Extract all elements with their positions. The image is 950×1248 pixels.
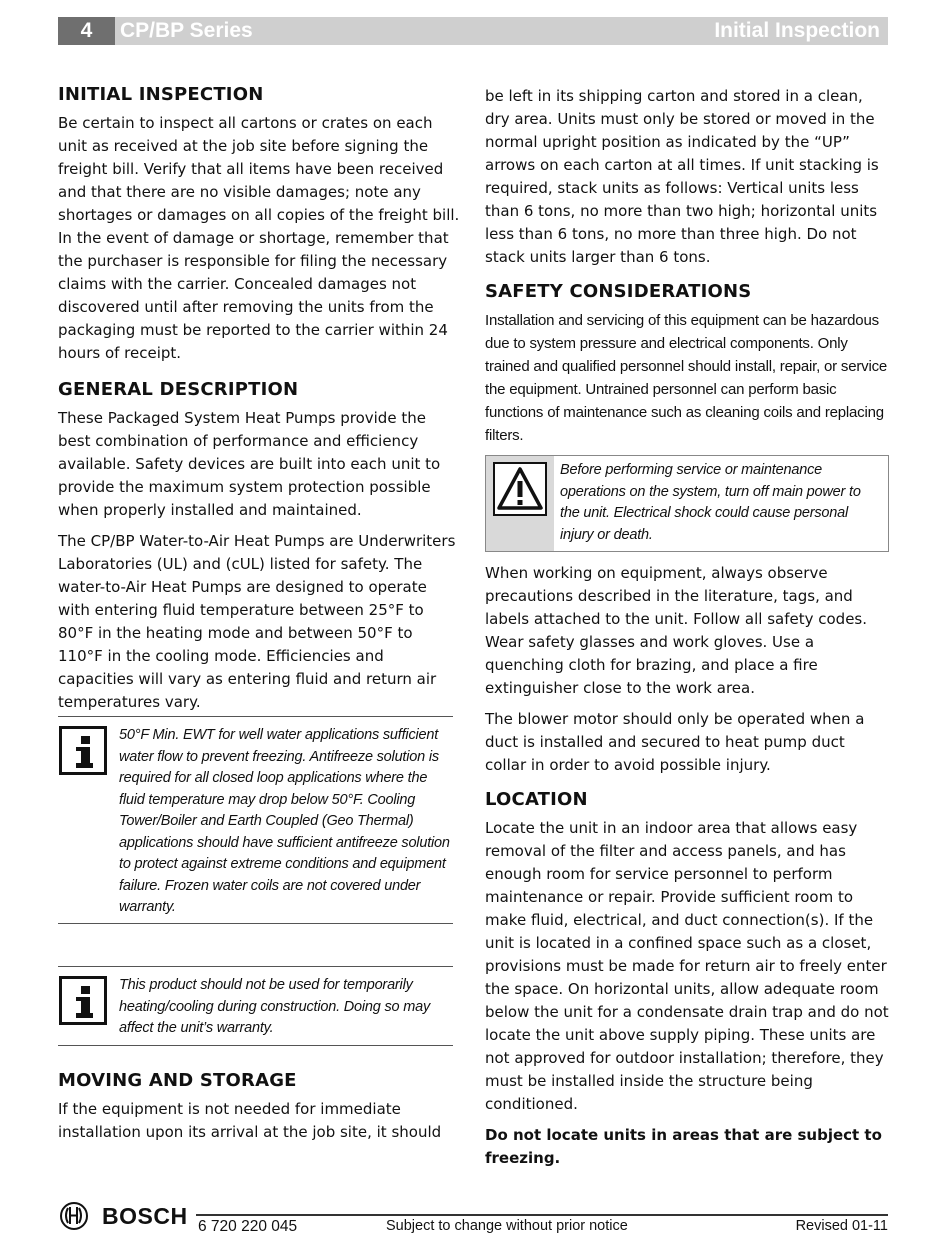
bosch-wordmark: BOSCH <box>102 1203 188 1229</box>
storage-continued-text: be left in its shipping carton and stored in a clean, dry area. Units must only be stored or moved in the normal upright position as indicated by the “UP” arrows on each carton at all times. If unit stacking is required, stack units as follows: Vertical units less than 6 tons, no more than two high; horizontal units less than 6 tons, no more than three high. Do not stack units larger than 6 tons. <box>485 87 879 266</box>
bosch-armature-icon <box>60 1202 88 1230</box>
safety-precautions-text: When working on equipment, always observe precautions described in the literature, tags, and labels attached to the unit. Follow all safety codes. Wear safety glasses and work gloves. Use a quenching cloth for brazing, and place a fire extinguisher close to the work area. <box>485 564 868 697</box>
heading-moving-storage: MOVING AND STORAGE <box>58 1070 297 1091</box>
page-number: 4 <box>58 17 115 45</box>
heading-safety-considerations: SAFETY CONSIDERATIONS <box>485 281 752 302</box>
left-column <box>58 84 462 1152</box>
series-title: CP/BP Series <box>120 19 253 42</box>
heading-general-description: GENERAL DESCRIPTION <box>58 379 299 400</box>
footer-notice: Subject to change without prior notice <box>386 1218 628 1234</box>
warning-triangle-icon <box>493 462 547 516</box>
info-note-construction <box>58 966 453 1046</box>
section-title: Initial Inspection <box>714 19 880 42</box>
heading-location: LOCATION <box>485 789 588 810</box>
info-note-construction-text: This product should not be used for temporarily heating/cooling during construction. Doing so may affect the unit’s warranty. <box>119 977 430 1036</box>
document-code: 6 720 220 045 <box>198 1218 298 1235</box>
location-text: Locate the unit in an indoor area that allows easy removal of the filter and access panels, and has enough room for service personnel to perform maintenance or repair. Provide sufficient room to make fluid, electrical, and duct connection(s). If the unit is located in a confined space such as a closet, provisions must be made for return air to freely enter the space. On horizontal units, allow adequate room below the unit for a condensate drain trap and do not locate the unit above supply piping. These units are not approved for outdoor installation; therefore, they must be installed inside the structure being conditioned. <box>485 819 889 1113</box>
freezing-warning-text: Do not locate units in areas that are subject to freezing. <box>485 1126 882 1167</box>
page-header <box>58 17 888 45</box>
info-note-ewt <box>58 716 453 924</box>
warning-text: Before performing service or maintenance operations on the system, turn off main power to the unit. Electrical shock could cause personal injury or death. <box>560 462 861 543</box>
footer-rule <box>196 1214 888 1216</box>
bosch-logo <box>60 1200 200 1232</box>
warning-box <box>485 455 889 552</box>
safety-text: Installation and servicing of this equipment can be hazardous due to system pressure and electrical components. Only trained and qualified personnel should install, repair, or service the equipment. Untrained personnel can perform basic functions of maintenance such as cleaning coils and replacing filters. <box>485 312 888 444</box>
revision-date: Revised 01-11 <box>795 1218 888 1234</box>
right-column <box>485 85 889 1178</box>
moving-storage-text: If the equipment is not needed for immediate installation upon its arrival at the job site, it should <box>58 1100 442 1141</box>
general-description-p1: These Packaged System Heat Pumps provide the best combination of performance and efficiency available. Safety devices are built into each unit to provide the maximum system protection possible when properly installed and maintained. <box>58 409 441 519</box>
general-description-p2: The CP/BP Water-to-Air Heat Pumps are Underwriters Laboratories (UL) and (cUL) listed for safety. The water-to-Air Heat Pumps are designed to operate with entering fluid temperature between 25°F to 80°F in the heating mode and between 50°F to 110°F in the cooling mode. Efficiencies and capacities will vary as entering fluid and return air temperatures vary. <box>58 532 456 711</box>
heading-initial-inspection: INITIAL INSPECTION <box>58 84 264 105</box>
info-icon <box>59 726 107 775</box>
initial-inspection-text: Be certain to inspect all cartons or crates on each unit as received at the job site before signing the freight bill. Verify that all items have been received and that there are no visible damages; note any shortages or damages on all copies of the freight bill. In the event of damage or shortage, remember that the purchaser is responsible for filing the necessary claims with the carrier. Concealed damages not discovered until after removing the units from the packaging must be reported to the carrier within 24 hours of receipt. <box>58 114 460 362</box>
blower-motor-text: The blower motor should only be operated when a duct is installed and secured to heat pump duct collar in order to avoid possible injury. <box>485 710 865 774</box>
info-note-ewt-text: 50°F Min. EWT for well water applications sufficient water flow to prevent freezing. Antifreeze solution is required for all closed loop applications where the fluid temperature may drop below 50°F. Cooling Tower/Boiler and Earth Coupled (Geo Thermal) applications should have sufficient antifreeze solution to protect against extreme conditions and equipment failure. Frozen water coils are not covered under warranty. <box>119 727 450 915</box>
info-icon <box>59 976 107 1025</box>
